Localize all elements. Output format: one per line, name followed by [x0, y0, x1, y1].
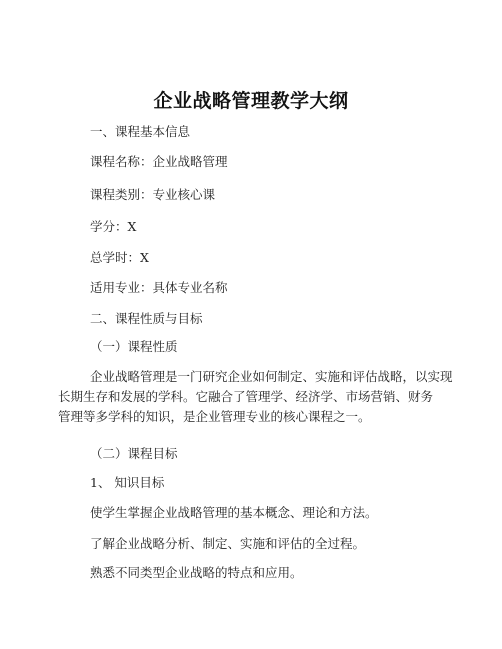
knowledge-goal-heading: 1、 知识目标	[90, 475, 165, 490]
subsection-heading-nature: （一）课程性质	[90, 339, 178, 354]
nature-line-1: 企业战略管理是一门研究企业如何制定、实施和评估战略，以实现	[90, 369, 453, 384]
nature-line-2: 长期生存和发展的学科。它融合了管理学、经济学、市场营销、财务	[58, 389, 434, 404]
nature-line-3: 管理等多学科的知识，是企业管理专业的核心课程之一。	[58, 409, 371, 424]
major-line: 适用专业：具体专业名称	[90, 280, 228, 295]
knowledge-goal-item-3: 熟悉不同类型企业战略的特点和应用。	[90, 565, 303, 580]
document-title: 企业战略管理教学大纲	[153, 90, 349, 112]
subsection-heading-goals: （二）课程目标	[90, 446, 178, 461]
nature-paragraph	[58, 367, 453, 427]
hours-line: 总学时：X	[90, 250, 149, 265]
knowledge-goal-item-1: 使学生掌握企业战略管理的基本概念、理论和方法。	[90, 505, 378, 520]
knowledge-goal-item-2: 了解企业战略分析、制定、实施和评估的全过程。	[90, 536, 366, 551]
course-name-line: 课程名称：企业战略管理	[90, 154, 228, 169]
credits-line: 学分：X	[90, 219, 137, 234]
course-type-line: 课程类别：专业核心课	[90, 187, 216, 202]
section-heading-nature-goals: 二、课程性质与目标	[90, 311, 203, 326]
section-heading-basic-info: 一、课程基本信息	[90, 124, 191, 139]
